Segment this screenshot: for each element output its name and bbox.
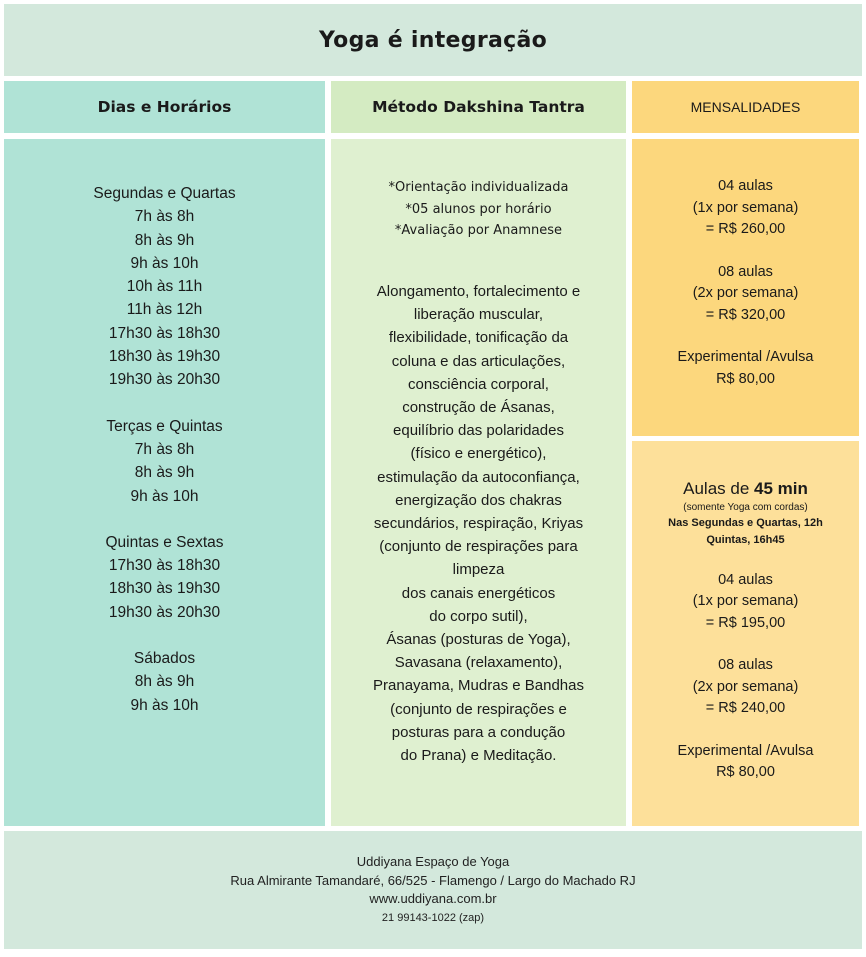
plan-label: 04 aulas [718,571,773,588]
trial-label: Experimental /Avulsa [677,742,814,759]
prices-short-list [632,478,859,784]
description-line: (físico e energético), [410,445,547,463]
studio-address: Rua Almirante Tamandaré, 66/525 - Flamengo / Largo do Machado RJ [230,872,636,888]
plan-frequency: (2x por semana) [692,678,799,695]
short-heading-duration: 45 min [754,479,808,498]
description-line: liberação muscular, [413,306,544,324]
feature-item: *05 alunos por horário [405,201,552,217]
schedule-time: 18h30 às 19h30 [108,580,221,598]
plan-price: = R$ 260,00 [705,221,786,237]
method-features [331,177,626,242]
schedule-time: 19h30 às 20h30 [108,371,221,389]
prices-short-panel [632,441,859,826]
schedule-time: 8h às 9h [134,673,195,691]
description-line: Savasana (relaxamento), [394,654,563,672]
schedule-header: Dias e Horários [4,81,325,133]
schedule-time: 10h às 11h [126,278,203,296]
plan-label: 08 aulas [718,657,773,673]
description-line: Alongamento, fortalecimento e [376,283,581,300]
short-heading-prefix: Aulas de [683,479,755,498]
method-panel [331,139,626,826]
plan-label: 08 aulas [718,263,773,280]
description-line: Pranayama, Mudras e Bandhas [373,677,584,695]
schedule-panel [4,139,325,826]
schedule-list [4,182,325,717]
studio-phone: 21 99143-1022 (zap) [381,911,485,924]
description-line: do Prana) e Meditação. [400,747,557,765]
schedule-time: 8h às 9h [134,464,195,482]
plan-price: = R$ 240,00 [705,700,786,716]
schedule-time: 7h às 8h [134,440,195,458]
plan-price: = R$ 195,00 [705,614,786,631]
prices-regular-list [632,176,859,390]
feature-item: *Orientação individualizada [388,180,569,195]
method-description [331,280,626,767]
description-line: energização dos chakras [395,491,562,509]
description-line: Ásanas (posturas de Yoga), [386,631,571,649]
contact-info [4,853,862,927]
schedule-day: Terças e Quintas [106,417,223,435]
schedule-time: 17h30 às 18h30 [108,324,221,342]
schedule-day: Quintas e Sextas [105,533,224,551]
description-line: equilíbrio das polaridades [393,422,564,440]
plan-frequency: (1x por semana) [692,199,799,216]
schedule-time: 11h às 12h [126,301,203,319]
schedule-time: 18h30 às 19h30 [108,348,221,366]
description-line: flexibilidade, tonificação da [388,329,569,347]
description-line: coluna e das articulações, [391,352,566,370]
description-line: construção de Ásanas, [402,399,555,417]
short-class-heading [632,478,859,500]
description-line: do corpo sutil), [429,607,528,625]
feature-item: *Avaliação por Anamnese [394,223,563,238]
schedule-time: 9h às 10h [130,696,199,714]
footer [4,831,862,949]
schedule-time: 19h30 às 20h30 [108,603,221,621]
schedule-time: 17h30 às 18h30 [108,557,221,575]
studio-website[interactable]: www.uddiyana.com.br [369,891,497,906]
method-header: Método Dakshina Tantra [331,81,626,133]
page-title: Yoga é integração [318,27,548,53]
description-line: consciência corporal, [408,375,549,393]
short-class-note: (somente Yoga com cordas) [683,501,808,513]
schedule-time: 8h às 9h [134,231,195,249]
description-line: dos canais energéticos [401,584,556,602]
description-line: limpeza [452,561,505,579]
studio-name: Uddiyana Espaço de Yoga [356,854,510,869]
plan-frequency: (2x por semana) [692,285,799,301]
plan-frequency: (1x por semana) [692,593,799,609]
description-line: secundários, respiração, Kriyas [373,515,584,533]
trial-price: R$ 80,00 [716,370,775,387]
short-class-schedule: Quintas, 16h45 [706,533,785,546]
prices-regular-panel [632,139,859,436]
short-class-schedule: Nas Segundas e Quartas, 12h [668,516,823,529]
schedule-time: 9h às 10h [130,254,199,272]
description-line: (conjunto de respirações e [390,700,567,718]
title-bar [4,4,862,76]
schedule-day: Sábados [133,650,196,668]
plan-price: = R$ 320,00 [705,306,786,323]
trial-label: Experimental /Avulsa [677,349,814,365]
schedule-day: Segundas e Quartas [93,185,236,202]
prices-header: MENSALIDADES [632,81,859,133]
description-line: posturas para a condução [391,723,566,741]
schedule-time: 9h às 10h [130,487,199,505]
trial-price: R$ 80,00 [716,764,775,780]
description-line: estimulação da autoconfiança, [377,468,580,486]
description-line: (conjunto de respirações para [379,538,578,556]
plan-label: 04 aulas [718,178,773,194]
schedule-time: 7h às 8h [134,208,195,226]
